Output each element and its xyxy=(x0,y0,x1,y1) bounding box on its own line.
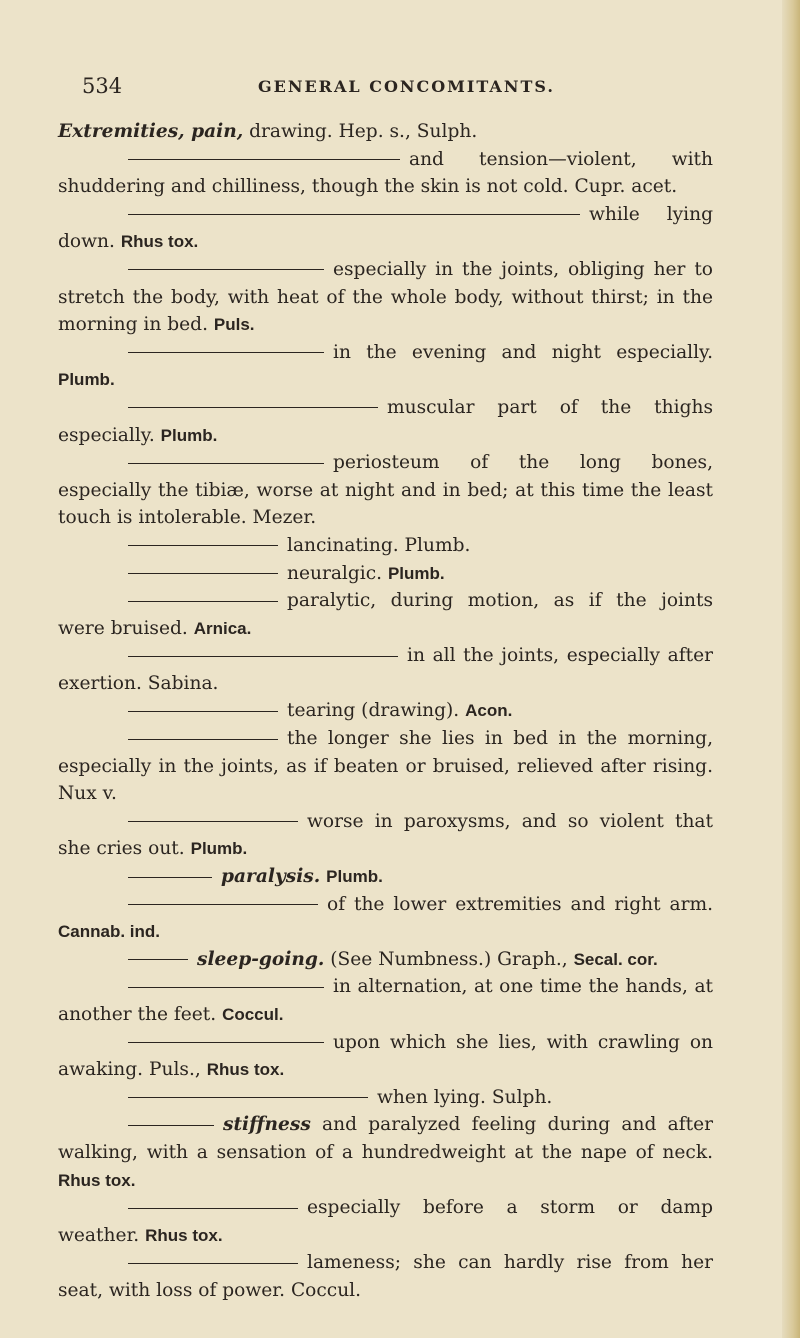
remedy-name: Secal. cor. xyxy=(573,949,658,969)
entry-text: especially in the joints, obliging her to stretch the body, with heat of the whole body, without thirst; in the morning in bed. xyxy=(58,258,713,336)
em-dash-rule xyxy=(128,545,278,546)
remedy-name: Acon. xyxy=(465,701,513,721)
entry-text: in alternation, at one time the hands, at another the feet. xyxy=(58,976,713,1025)
entry-extremities-pain xyxy=(58,118,713,146)
entry-paroxysms xyxy=(58,808,713,863)
entry-text: and tension—violent, with shuddering and chilliness, though the skin is not cold. Cupr. acet. xyxy=(58,148,713,198)
remedy-name: Arnica. xyxy=(193,618,252,638)
entry-while-lying xyxy=(58,201,713,256)
page-number: 534 xyxy=(82,74,123,98)
entry-in-alternation xyxy=(58,973,713,1028)
em-dash-rule xyxy=(128,601,278,602)
em-dash-rule xyxy=(128,407,378,408)
em-dash-rule xyxy=(128,269,324,270)
page-edge-shadow xyxy=(782,0,800,1338)
entry-tearing xyxy=(58,697,713,725)
entry-neuralgic xyxy=(58,560,713,588)
entry-text: worse in paroxysms, and so violent that she cries out. xyxy=(58,810,713,860)
running-head: GENERAL CONCOMITANTS. xyxy=(258,77,555,96)
entry-text: neuralgic. xyxy=(287,562,388,584)
remedy-name: Puls. xyxy=(213,315,255,335)
entry-text: muscular part of the thighs especially. xyxy=(58,396,713,446)
em-dash-rule xyxy=(128,1125,214,1126)
entry-text: while lying down. xyxy=(58,203,713,253)
em-dash-rule xyxy=(128,463,324,464)
entry-text: lameness; she can hardly rise from her seat, with loss of power. Coccul. xyxy=(58,1252,713,1301)
entry-keyword: paralysis. xyxy=(221,866,321,888)
remedy-name: Plumb. xyxy=(160,425,218,445)
remedy-name: Plumb. xyxy=(387,563,445,583)
entry-before-storm xyxy=(58,1194,713,1249)
entry-keyword: sleep-going. xyxy=(197,948,325,970)
entry-text: tearing (drawing). xyxy=(287,700,466,722)
entry-text: the longer she lies in bed in the morning, especially in the joints, as if beaten or bruised, relieved after rising. Nux v. xyxy=(58,728,713,805)
remedy-name: Rhus tox. xyxy=(206,1060,285,1080)
remedy-name: Plumb. xyxy=(190,839,248,859)
entry-text: periosteum of the long bones, especially the tibiæ, worse at night and in bed; at this time the least touch is intolerable. Mezer. xyxy=(58,452,713,529)
remedy-name: Rhus tox. xyxy=(120,232,199,252)
remedy-name: Cannab. ind. xyxy=(58,922,160,942)
entry-lower-extremities xyxy=(58,891,713,946)
em-dash-rule xyxy=(128,352,324,353)
entry-when-lying xyxy=(58,1084,713,1112)
em-dash-rule xyxy=(128,1263,298,1264)
em-dash-rule xyxy=(128,1042,324,1043)
em-dash-rule xyxy=(128,214,580,215)
remedy-name: Rhus tox. xyxy=(145,1225,223,1245)
entry-keyword: Extremities, pain, xyxy=(58,121,244,142)
em-dash-rule xyxy=(128,959,188,960)
em-dash-rule xyxy=(128,159,400,160)
em-dash-rule xyxy=(128,1208,298,1209)
entry-evening-night xyxy=(58,339,713,394)
entry-text: lancinating. Plumb. xyxy=(287,534,471,556)
entry-muscular-thighs xyxy=(58,394,713,449)
entry-text: and paralyzed feeling during and after walking, with a sensation of a hundredweight at the nape of neck. xyxy=(58,1114,713,1163)
entry-text: paralytic, during motion, as if the joints were bruised. xyxy=(58,590,713,639)
em-dash-rule xyxy=(128,573,278,574)
entry-paralysis xyxy=(58,863,713,891)
entry-lameness xyxy=(58,1249,713,1304)
entry-longer-in-bed xyxy=(58,725,713,808)
entry-text: especially before a storm or damp weather. xyxy=(58,1197,713,1246)
entry-sleep-going xyxy=(58,946,713,974)
remedy-name: Plumb. xyxy=(58,370,115,390)
entry-keyword: stiffness xyxy=(223,1114,311,1136)
em-dash-rule xyxy=(128,877,212,878)
entry-all-joints xyxy=(58,642,713,697)
entry-lancinating xyxy=(58,532,713,560)
entry-upon-which xyxy=(58,1029,713,1084)
entry-text: drawing. Hep. s., Sulph. xyxy=(243,121,478,142)
entry-and-tension xyxy=(58,146,713,201)
entry-text: upon which she lies, with crawling on awaking. Puls., xyxy=(58,1031,713,1081)
entry-text: of the lower extremities and right arm. xyxy=(327,893,713,915)
page-header xyxy=(82,74,722,104)
remedy-name: Coccul. xyxy=(222,1005,284,1024)
entry-periosteum xyxy=(58,449,713,532)
entry-text: in all the joints, especially after exertion. Sabina. xyxy=(58,645,713,694)
em-dash-rule xyxy=(128,711,278,712)
em-dash-rule xyxy=(128,904,318,905)
em-dash-rule xyxy=(128,987,324,988)
entry-stiffness xyxy=(58,1111,713,1194)
em-dash-rule xyxy=(128,739,278,740)
remedy-name: Plumb. xyxy=(326,867,383,887)
entry-text: in the evening and night especially. xyxy=(333,341,713,363)
em-dash-rule xyxy=(128,1097,368,1098)
entry-text: when lying. Sulph. xyxy=(377,1086,553,1108)
remedy-name: Rhus tox. xyxy=(58,1170,136,1190)
body-text xyxy=(58,118,713,1305)
em-dash-rule xyxy=(128,656,398,657)
entry-text: (See Numbness.) Graph., xyxy=(324,948,574,970)
entry-paralytic xyxy=(58,587,713,642)
em-dash-rule xyxy=(128,821,298,822)
entry-especially-joints xyxy=(58,256,713,339)
